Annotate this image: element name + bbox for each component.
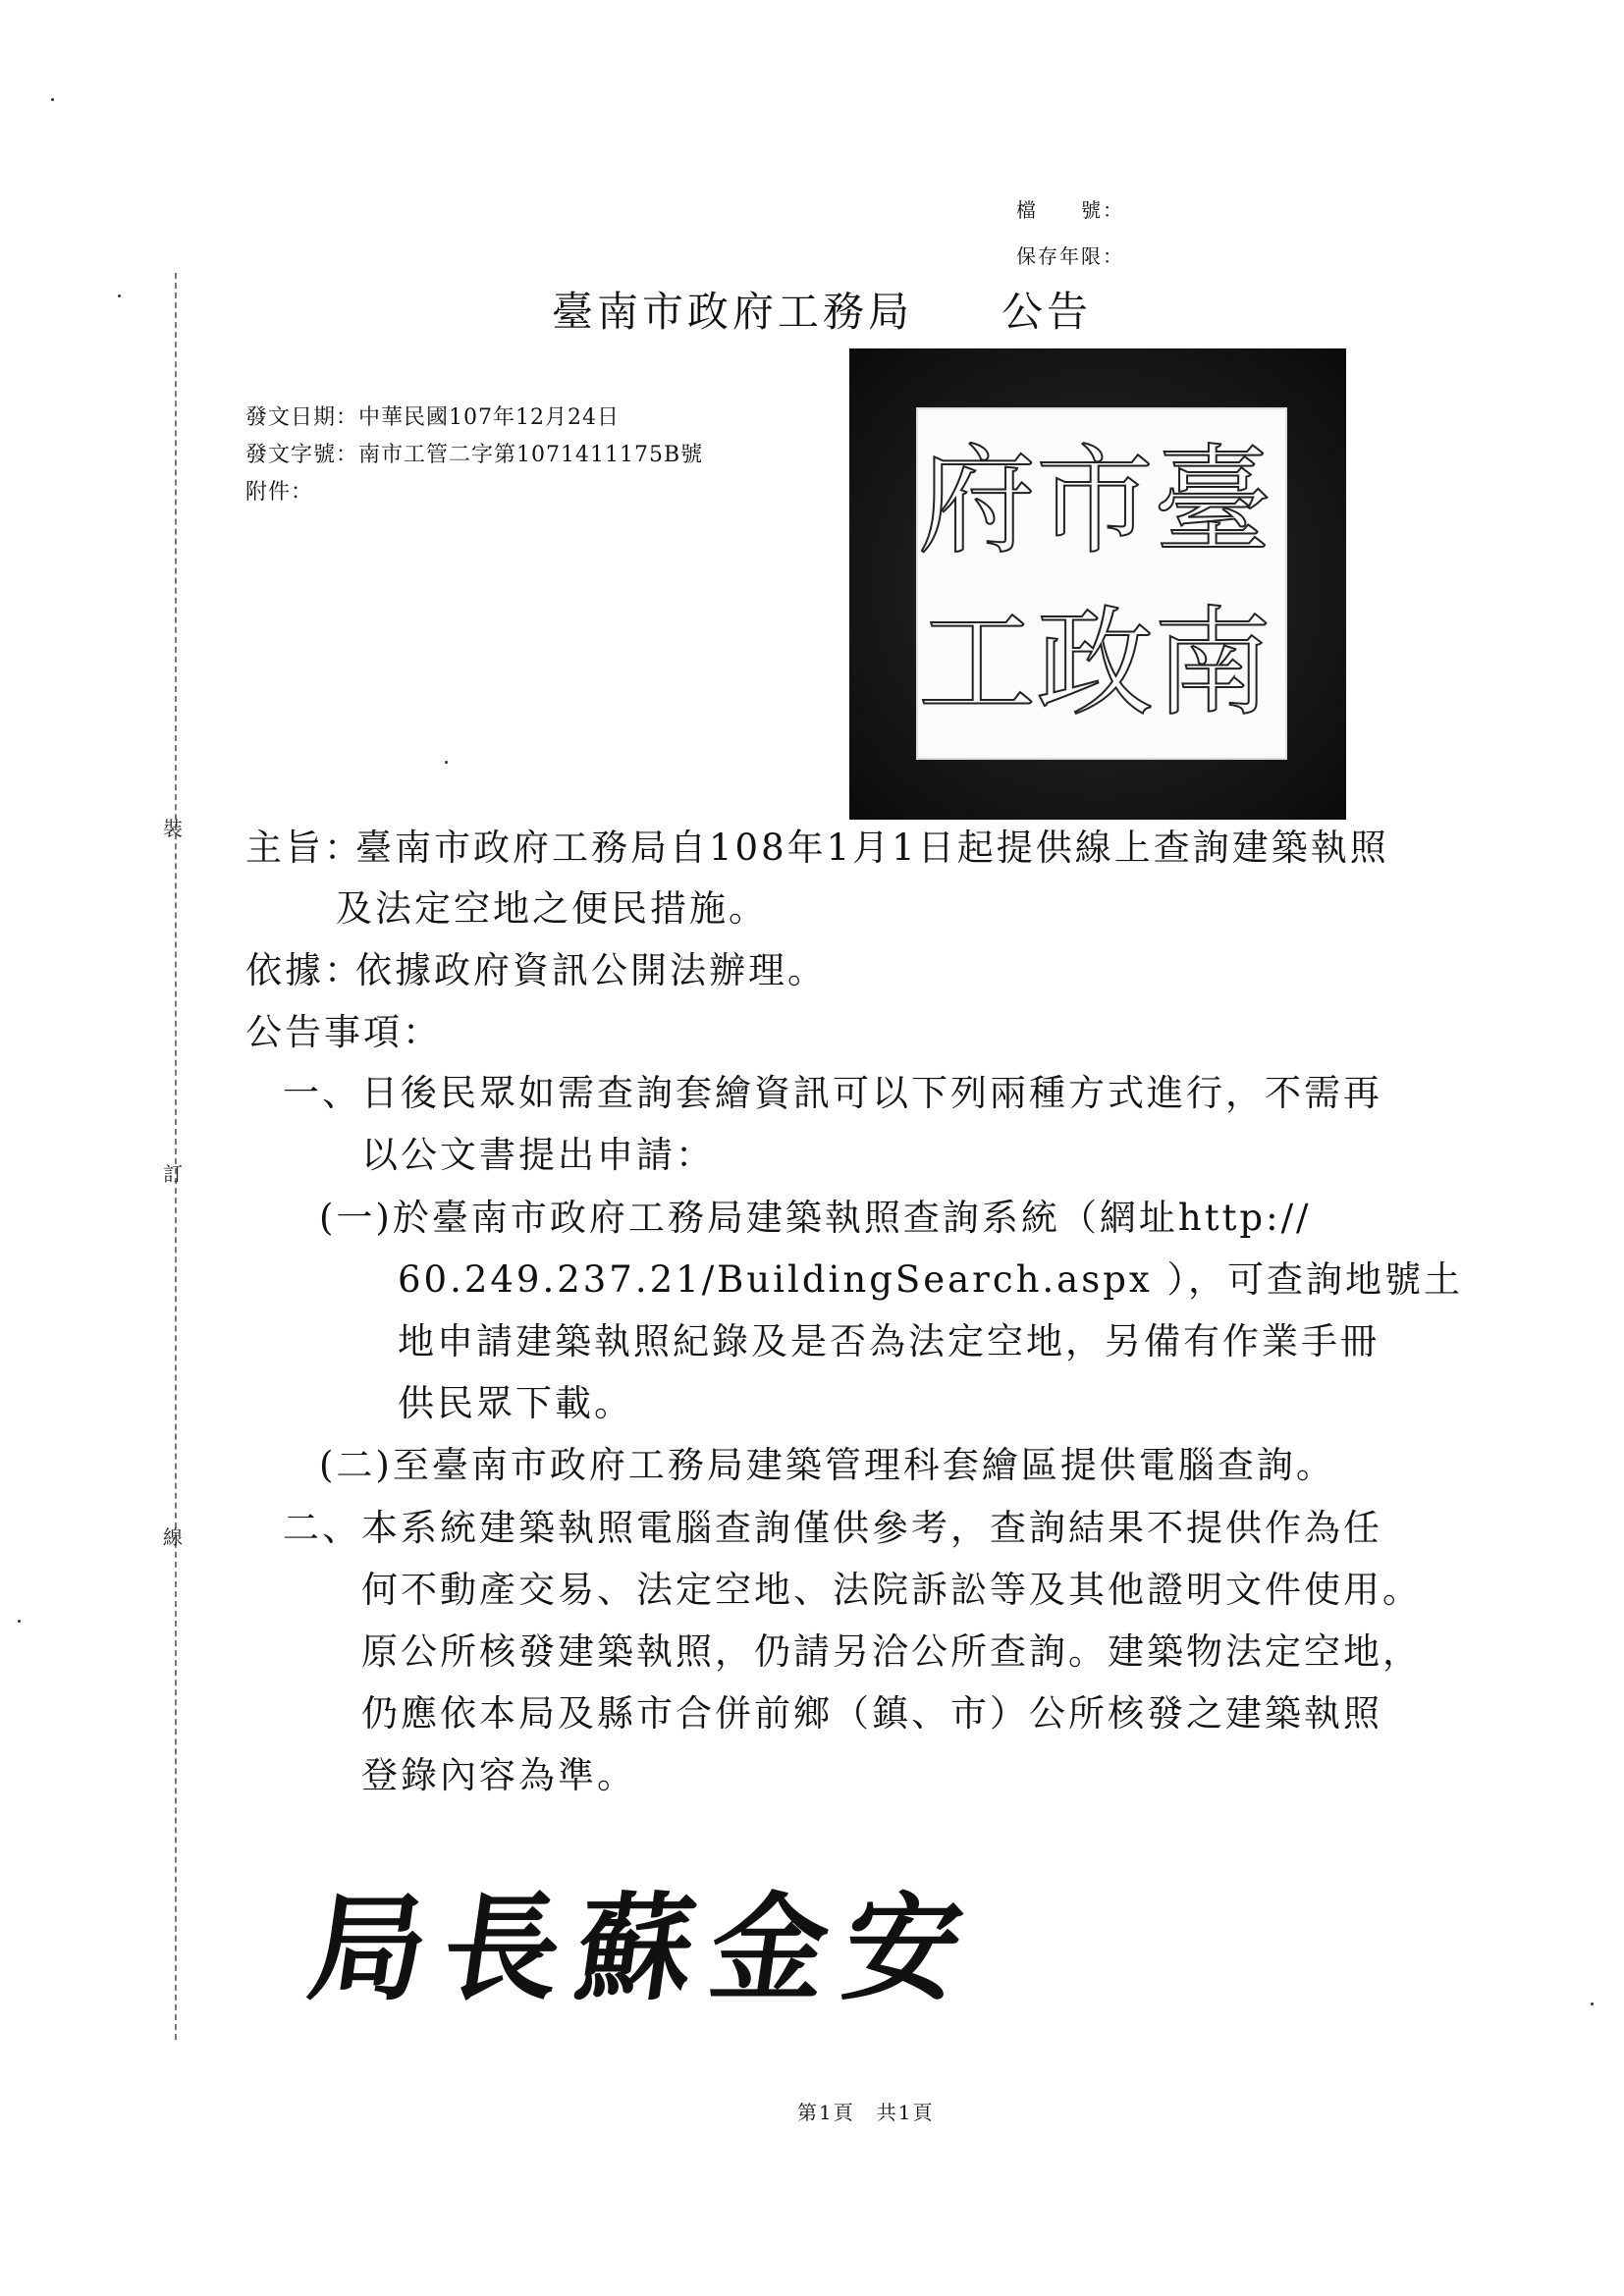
official-seal [849, 348, 1346, 820]
item-2-line-5: 登錄內容為準。 [361, 1754, 636, 1796]
subject-line-2: 及法定空地之便民措施。 [336, 887, 768, 930]
binding-margin-line [175, 273, 177, 2040]
binding-mark-zhuang: 裝 [163, 817, 183, 840]
basis-text: 依據政府資訊公開法辦理。 [355, 949, 827, 991]
seal-char: 南 [1154, 596, 1272, 733]
scan-speck [445, 761, 448, 764]
issue-number: 發文字號：南市工管二字第1071411175B號 [245, 443, 704, 467]
seal-char: 臺 [1154, 433, 1272, 570]
item-1-line-1: 一、日後民眾如需查詢套繪資訊可以下列兩種方式進行，不需再 [283, 1072, 1382, 1114]
scan-speck [1591, 2002, 1594, 2005]
attachment-label: 附件： [245, 480, 314, 505]
seal-character-grid [918, 421, 1272, 746]
sub-item-1-line-2: 60.249.237.21/BuildingSearch.aspx ），可查詢地號土 [398, 1258, 1464, 1301]
sub-item-2-line-1: (二)至臺南市政府工務局建築管理科套繪區提供電腦查詢。 [319, 1444, 1335, 1486]
seal-face [916, 407, 1287, 760]
scan-speck [51, 98, 54, 101]
page-number: 第1頁 共1頁 [797, 2101, 935, 2124]
seal-char: 政 [1036, 596, 1154, 733]
issue-date: 發文日期：中華民國107年12月24日 [245, 405, 620, 430]
item-2-line-3: 原公所核發建築執照，仍請另洽公所查詢。建築物法定空地， [361, 1630, 1422, 1673]
scan-speck [118, 294, 121, 297]
item-2-line-2: 何不動產交易、法定空地、法院訴訟等及其他證明文件使用。 [361, 1569, 1422, 1611]
director-signature: 局長蘇金安 [300, 1880, 989, 2016]
item-2-line-4: 仍應依本局及縣市合併前鄉（鎮、市）公所核發之建築執照 [361, 1692, 1382, 1735]
sub-item-1-line-3: 地申請建築執照紀錄及是否為法定空地，另備有作業手冊 [398, 1320, 1380, 1362]
page-title-doc-type: 公告 [1001, 288, 1093, 336]
scan-speck [18, 1620, 21, 1623]
seal-char: 工 [918, 596, 1036, 733]
subject-line-1: 臺南市政府工務局自108年1月1日起提供線上查詢建築執照 [355, 827, 1389, 869]
retention-period-label: 保存年限： [1016, 244, 1124, 268]
sub-item-1-line-4: 供民眾下載。 [398, 1382, 633, 1424]
item-2-line-1: 二、本系統建築執照電腦查詢僅供參考，查詢結果不提供作為任 [283, 1507, 1382, 1549]
items-label: 公告事項： [245, 1011, 442, 1053]
sub-item-1-line-1: (一)於臺南市政府工務局建築執照查詢系統（網址http:// [319, 1197, 1312, 1239]
binding-mark-ding: 訂 [163, 1162, 183, 1186]
subject-label: 主旨： [245, 827, 363, 869]
file-number-label: 檔 號： [1016, 198, 1124, 222]
page-title-agency: 臺南市政府工務局 [552, 288, 914, 336]
seal-char: 府 [918, 433, 1036, 570]
seal-char: 市 [1036, 433, 1154, 570]
basis-label: 依據： [245, 949, 363, 991]
item-1-line-2: 以公文書提出申請： [361, 1134, 715, 1176]
binding-mark-xian: 線 [163, 1525, 183, 1549]
